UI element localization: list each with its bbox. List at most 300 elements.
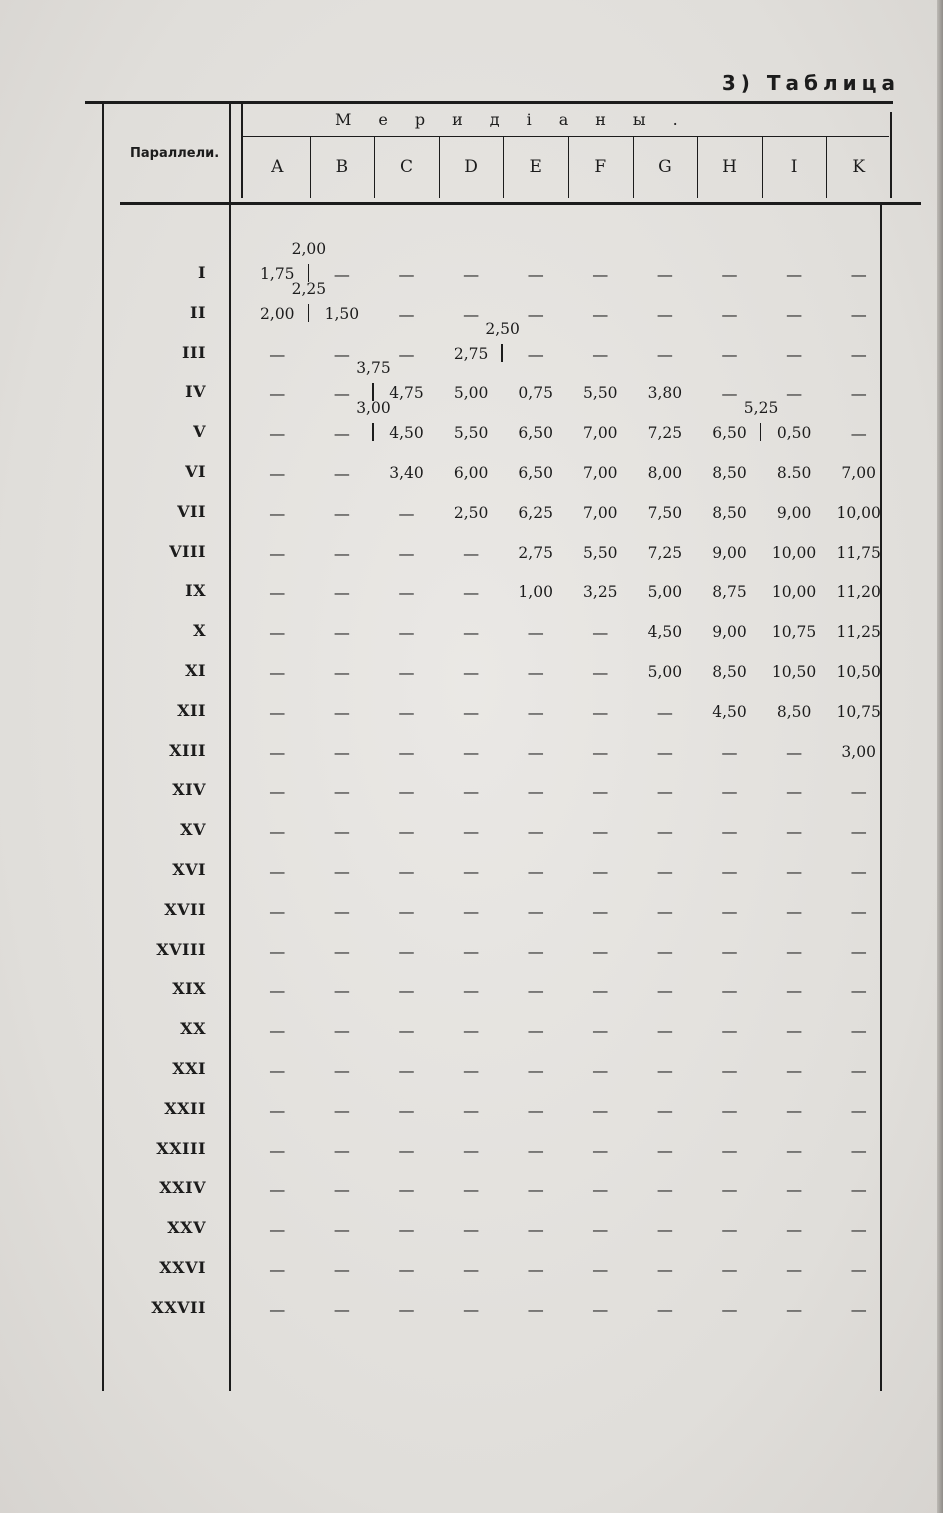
- table-cell: —: [269, 424, 286, 444]
- boundary-value: 3,75: [356, 359, 391, 378]
- table-cell: —: [592, 862, 609, 881]
- table-cell: —: [269, 702, 286, 722]
- table-cell: 8,50: [712, 464, 747, 482]
- table-cell: —: [850, 265, 867, 284]
- table-cell: 2,75: [518, 543, 553, 562]
- table-cell: —: [333, 503, 350, 523]
- table-cell: —: [527, 1021, 544, 1041]
- table-cell: —: [786, 941, 803, 961]
- table-cell: —: [463, 702, 480, 722]
- table-cell: —: [721, 822, 738, 842]
- table-cell: 3,40: [389, 464, 424, 482]
- table-cell: 4,75: [389, 384, 424, 403]
- row-label: XVIII: [156, 939, 206, 959]
- table-cell: 10,00: [771, 583, 817, 602]
- table-cell: —: [786, 265, 803, 284]
- table-cell: —: [463, 901, 480, 921]
- row-label: IV: [185, 382, 206, 402]
- table-cell: —: [269, 901, 286, 921]
- table-cell: —: [656, 981, 673, 1001]
- table-cell: —: [592, 742, 609, 762]
- table-cell: —: [527, 1061, 544, 1080]
- boundary-tick: [760, 423, 762, 441]
- table-cell: —: [656, 822, 673, 842]
- table-cell: —: [527, 1299, 544, 1319]
- table-cell: —: [333, 583, 350, 603]
- table-cell: —: [333, 1260, 350, 1279]
- table-cell: 3,25: [583, 583, 618, 602]
- table-cell: —: [463, 265, 480, 284]
- table-cell: —: [269, 663, 286, 682]
- table-cell: —: [269, 1260, 286, 1279]
- row-label: XIII: [169, 740, 206, 760]
- table-cell: —: [269, 981, 286, 1001]
- table-cell: —: [269, 1021, 286, 1041]
- table-cell: —: [786, 1021, 803, 1041]
- table-cell: —: [269, 464, 286, 483]
- table-cell: —: [656, 1140, 673, 1160]
- table-cell: —: [850, 782, 867, 802]
- table-cell: —: [850, 941, 867, 961]
- table-cell: —: [850, 1260, 867, 1279]
- table-cell: 4,50: [647, 623, 683, 642]
- table-cell: —: [398, 901, 415, 921]
- table-cell: —: [463, 663, 480, 682]
- table-cell: —: [656, 1180, 673, 1200]
- table-cell: 4,50: [712, 702, 747, 721]
- page-title: 3) Таблица: [721, 71, 900, 95]
- column-header: C: [399, 157, 413, 177]
- row-label: I: [198, 263, 206, 282]
- table-cell: 6,00: [453, 464, 489, 482]
- table-cell: —: [721, 742, 738, 762]
- table-cell: —: [398, 1140, 415, 1160]
- table-cell: —: [269, 1220, 286, 1240]
- table-cell: —: [656, 1260, 673, 1279]
- table-cell: 8.50: [776, 464, 812, 482]
- table-cell: —: [786, 304, 803, 324]
- row-label: XVI: [172, 860, 206, 879]
- table-cell: —: [786, 1100, 803, 1120]
- table-cell: —: [463, 543, 480, 563]
- table-cell: —: [269, 384, 286, 404]
- table-cell: —: [463, 583, 480, 603]
- row-label: XIX: [172, 979, 206, 999]
- table-cell: —: [333, 862, 350, 881]
- table-cell: —: [398, 304, 415, 324]
- table-cell: —: [333, 981, 350, 1001]
- table-cell: —: [721, 1180, 738, 1200]
- table-cell: —: [398, 822, 415, 842]
- table-cell: —: [786, 981, 803, 1001]
- table-cell: —: [398, 981, 415, 1001]
- table-cell: 0,50: [776, 424, 812, 443]
- row-label: VIII: [169, 541, 206, 561]
- table-cell: 7,00: [583, 424, 618, 443]
- table-cell: —: [527, 304, 544, 324]
- table-cell: —: [786, 742, 803, 762]
- table-cell: —: [592, 1140, 609, 1160]
- table-cell: —: [333, 384, 350, 404]
- table-cell: —: [463, 941, 480, 961]
- boundary-value: 2,50: [485, 319, 520, 338]
- table-cell: —: [850, 981, 867, 1001]
- table-cell: —: [850, 1100, 867, 1120]
- header-bottom-rule: [120, 202, 921, 205]
- table-cell: 10,75: [771, 623, 817, 642]
- table-cell: —: [656, 901, 673, 921]
- row-label: VI: [185, 462, 206, 481]
- row-label: II: [190, 302, 206, 322]
- table-cell: 8,50: [776, 702, 812, 721]
- column-header: E: [529, 157, 542, 177]
- row-label: XXI: [172, 1059, 206, 1078]
- table-cell: —: [463, 1180, 480, 1200]
- table-cell: 1,75: [260, 265, 295, 283]
- table-cell: —: [269, 583, 286, 603]
- table-cell: —: [721, 941, 738, 961]
- boundary-value: 2,25: [291, 279, 327, 298]
- table-cell: —: [463, 862, 480, 881]
- row-label: XXVI: [159, 1258, 206, 1277]
- column-header: B: [335, 157, 349, 177]
- table-cell: —: [850, 1061, 867, 1080]
- table-cell: 10,00: [771, 543, 817, 562]
- table-cell: —: [527, 1100, 544, 1120]
- table-cell: —: [721, 981, 738, 1001]
- table-cell: 11,20: [836, 583, 881, 602]
- table-cell: 6,50: [712, 424, 747, 443]
- row-label: V: [193, 422, 206, 442]
- table-cell: —: [398, 1260, 415, 1279]
- table-cell: —: [850, 1140, 867, 1160]
- table-cell: —: [592, 265, 609, 284]
- table-cell: —: [269, 782, 286, 802]
- table-cell: —: [463, 1021, 480, 1041]
- table-cell: 9,00: [712, 543, 747, 562]
- row-label: XV: [180, 820, 206, 840]
- table-cell: —: [398, 503, 415, 523]
- table-cell: 4,50: [389, 424, 424, 443]
- table-cell: —: [656, 782, 673, 802]
- table-cell: —: [721, 1260, 738, 1279]
- table-cell: 5,50: [453, 424, 489, 443]
- table-cell: —: [850, 1180, 867, 1200]
- table-cell: —: [721, 1021, 738, 1041]
- table-cell: —: [592, 981, 609, 1001]
- table-cell: —: [527, 623, 544, 643]
- table-cell: —: [527, 1260, 544, 1279]
- column-header: H: [722, 157, 737, 177]
- table-cell: 3,00: [841, 742, 876, 761]
- table-cell: —: [592, 702, 609, 722]
- table-cell: —: [333, 1140, 350, 1160]
- table-cell: —: [656, 1299, 673, 1319]
- table-cell: 1,00: [518, 583, 553, 602]
- table-cell: —: [721, 901, 738, 921]
- table-cell: —: [850, 384, 867, 404]
- table-cell: —: [786, 384, 803, 404]
- table-cell: —: [786, 1299, 803, 1319]
- table-cell: —: [592, 663, 609, 682]
- table-cell: —: [721, 1100, 738, 1120]
- table-cell: —: [786, 901, 803, 921]
- table-cell: —: [269, 941, 286, 961]
- table-cell: 5,50: [583, 384, 618, 403]
- table-cell: —: [592, 782, 609, 802]
- table-cell: —: [592, 1220, 609, 1240]
- table-cell: —: [333, 702, 350, 722]
- row-label: VII: [177, 501, 206, 521]
- table-cell: —: [333, 344, 350, 364]
- table-cell: —: [721, 1220, 738, 1240]
- table-cell: —: [463, 1299, 480, 1319]
- row-label: XXII: [164, 1098, 206, 1118]
- header-right-rule: [241, 104, 243, 198]
- table-cell: —: [269, 1100, 286, 1120]
- table-cell: —: [527, 742, 544, 762]
- table-cell: —: [656, 1021, 673, 1041]
- table-cell: —: [527, 862, 544, 881]
- table-cell: —: [333, 742, 350, 762]
- table-cell: —: [592, 901, 609, 921]
- table-cell: —: [721, 265, 738, 284]
- table-cell: 9,00: [712, 623, 747, 642]
- boundary-tick: [501, 344, 503, 362]
- table-cell: —: [786, 1220, 803, 1240]
- table-cell: —: [398, 862, 415, 881]
- table-cell: —: [786, 822, 803, 842]
- table-cell: 6,50: [518, 424, 553, 443]
- table-cell: 3,80: [647, 384, 683, 403]
- meridians-title: Меридіаны.: [335, 110, 705, 129]
- table-cell: —: [721, 344, 738, 364]
- table-cell: 5,00: [647, 663, 683, 681]
- table-cell: —: [333, 1180, 350, 1200]
- column-header: I: [790, 157, 798, 177]
- table-cell: 2,00: [260, 304, 295, 323]
- table-cell: —: [398, 742, 415, 762]
- table-cell: —: [850, 424, 867, 444]
- table-cell: 5,50: [583, 543, 618, 562]
- table-cell: —: [592, 941, 609, 961]
- table-cell: —: [850, 344, 867, 364]
- table-cell: —: [463, 981, 480, 1001]
- table-cell: —: [398, 1100, 415, 1120]
- table-cell: —: [333, 424, 350, 444]
- table-cell: —: [269, 1061, 286, 1080]
- table-cell: —: [527, 265, 544, 284]
- table-cell: —: [592, 1180, 609, 1200]
- row-label: XXV: [167, 1218, 206, 1238]
- table-cell: —: [463, 822, 480, 842]
- table-cell: 8,50: [712, 663, 747, 681]
- row-label: XXIV: [159, 1178, 206, 1198]
- table-cell: —: [592, 623, 609, 643]
- table-cell: —: [527, 981, 544, 1001]
- table-cell: —: [786, 344, 803, 364]
- table-cell: 10,50: [771, 663, 817, 681]
- table-cell: —: [269, 623, 286, 643]
- table-cell: 10,75: [836, 702, 881, 721]
- table-cell: —: [333, 543, 350, 563]
- table-cell: —: [463, 623, 480, 643]
- table-cell: —: [269, 344, 286, 364]
- table-cell: —: [398, 1061, 415, 1080]
- table-cell: —: [786, 862, 803, 881]
- table-cell: —: [333, 464, 350, 483]
- table-cell: —: [269, 862, 286, 881]
- table-cell: —: [333, 1299, 350, 1319]
- table-cell: —: [527, 1140, 544, 1160]
- table-cell: —: [592, 822, 609, 842]
- table-cell: 11,25: [836, 623, 881, 642]
- column-header: G: [658, 157, 672, 177]
- table-cell: —: [463, 1220, 480, 1240]
- table-cell: —: [398, 1299, 415, 1319]
- table-cell: —: [527, 822, 544, 842]
- table-cell: 10,00: [836, 503, 881, 522]
- table-cell: —: [786, 1140, 803, 1160]
- table-cell: 5,00: [647, 583, 683, 602]
- row-label: XX: [180, 1019, 206, 1039]
- table-cell: —: [527, 344, 544, 364]
- table-cell: —: [721, 384, 738, 404]
- table-cell: —: [592, 1061, 609, 1080]
- table-cell: —: [656, 702, 673, 722]
- table-cell: 6,50: [518, 464, 553, 482]
- table-cell: —: [527, 901, 544, 921]
- table-cell: —: [850, 901, 867, 921]
- table-cell: —: [333, 782, 350, 802]
- table-cell: —: [527, 782, 544, 802]
- table-cell: —: [463, 304, 480, 324]
- table-cell: —: [398, 265, 415, 284]
- table-cell: —: [850, 1299, 867, 1319]
- row-label: XVII: [164, 899, 206, 919]
- table-cell: —: [463, 1260, 480, 1279]
- row-label: XIV: [172, 780, 206, 800]
- table-cell: —: [333, 822, 350, 842]
- table-cell: 8,00: [647, 464, 683, 482]
- table-cell: —: [398, 702, 415, 722]
- table-cell: —: [656, 304, 673, 324]
- row-label: X: [193, 621, 206, 641]
- table-cell: —: [527, 663, 544, 682]
- table-cell: 2,75: [453, 344, 489, 363]
- table-cell: 7,50: [647, 503, 683, 522]
- table-cell: —: [333, 663, 350, 682]
- table-cell: —: [721, 782, 738, 802]
- table-cell: 7,00: [841, 464, 876, 482]
- table-cell: —: [269, 1180, 286, 1200]
- table-cell: 7,00: [583, 464, 618, 482]
- table-cell: —: [269, 503, 286, 523]
- table-cell: —: [850, 304, 867, 324]
- table-cell: —: [398, 941, 415, 961]
- table-cell: —: [463, 1100, 480, 1120]
- row-label: IX: [185, 581, 206, 601]
- table-cell: 5,00: [453, 384, 489, 403]
- table-cell: 1,50: [324, 304, 360, 323]
- row-label: XXIII: [156, 1138, 206, 1158]
- table-cell: 7,00: [583, 503, 618, 522]
- table-cell: —: [398, 1220, 415, 1240]
- row-header: Параллели.: [130, 146, 220, 161]
- table-cell: —: [850, 1021, 867, 1041]
- table-cell: —: [398, 583, 415, 603]
- table-cell: —: [269, 1140, 286, 1160]
- table-cell: 2,50: [453, 503, 489, 522]
- table-cell: —: [656, 862, 673, 881]
- table-cell: —: [656, 344, 673, 364]
- table-cell: —: [721, 1140, 738, 1160]
- table-cell: —: [398, 1021, 415, 1041]
- table-cell: 7,25: [647, 543, 683, 562]
- table-cell: —: [721, 1061, 738, 1080]
- table-cell: —: [398, 782, 415, 802]
- table-cell: —: [333, 1100, 350, 1120]
- table-cell: —: [850, 822, 867, 842]
- table-cell: —: [786, 782, 803, 802]
- table-cell: 8,50: [712, 503, 747, 522]
- boundary-value: 2,00: [291, 240, 327, 258]
- table-cell: —: [656, 1100, 673, 1120]
- table-cell: —: [463, 742, 480, 762]
- table-cell: —: [463, 1140, 480, 1160]
- table-cell: —: [721, 304, 738, 324]
- table-cell: —: [656, 941, 673, 961]
- table-cell: —: [333, 623, 350, 643]
- table-cell: —: [269, 1299, 286, 1319]
- table-cell: —: [269, 822, 286, 842]
- table-cell: —: [592, 1260, 609, 1279]
- table-cell: —: [656, 265, 673, 284]
- table-cell: —: [527, 1220, 544, 1240]
- boundary-value: 5,25: [743, 399, 779, 418]
- table-cell: —: [333, 1061, 350, 1080]
- table-cell: —: [786, 1260, 803, 1279]
- table-cell: 8,75: [712, 583, 747, 602]
- header-far-right-rule: [890, 112, 892, 198]
- table-cell: 6,25: [518, 503, 553, 522]
- table-cell: —: [592, 1021, 609, 1041]
- table-cell: —: [269, 543, 286, 563]
- boundary-value: 3,00: [356, 399, 391, 418]
- table-cell: —: [527, 702, 544, 722]
- column-header: F: [594, 157, 607, 177]
- table-cell: —: [656, 1061, 673, 1080]
- table-top-rule: [85, 101, 893, 104]
- table-cell: 9,00: [776, 503, 812, 522]
- table-cell: —: [656, 1220, 673, 1240]
- column-header: K: [852, 157, 866, 177]
- table-cell: —: [463, 1061, 480, 1080]
- row-label: III: [182, 342, 206, 362]
- table-cell: —: [656, 742, 673, 762]
- table-cell: —: [333, 1220, 350, 1240]
- table-cell: —: [333, 901, 350, 921]
- table-cell: —: [333, 1021, 350, 1041]
- row-label: XXVII: [151, 1297, 206, 1317]
- table-cell: —: [398, 663, 415, 682]
- table-cell: —: [527, 1180, 544, 1200]
- boundary-tick: [372, 423, 374, 441]
- table-cell: —: [721, 862, 738, 881]
- table-cell: —: [592, 344, 609, 364]
- meridians-underline: [243, 136, 889, 137]
- table-cell: 0,75: [518, 384, 553, 403]
